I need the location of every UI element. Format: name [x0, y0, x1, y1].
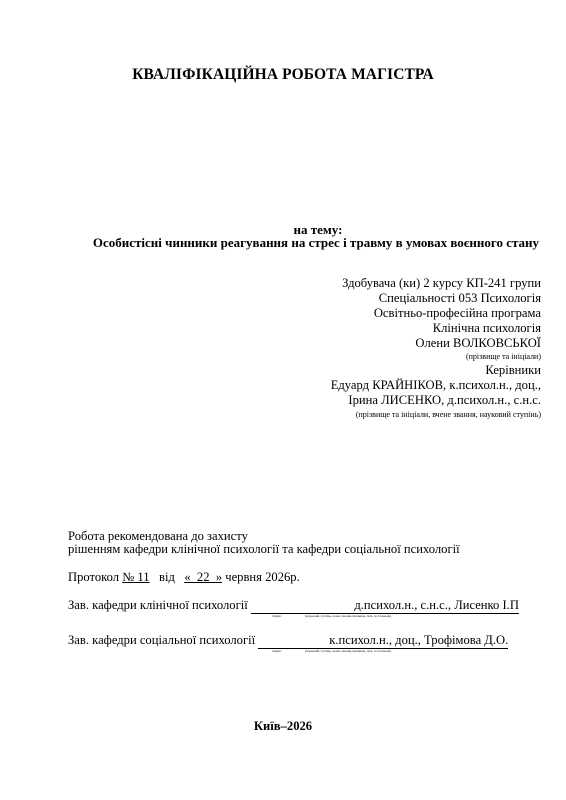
topic-label: на тему:: [293, 222, 343, 237]
head-clinical-signature-note: підпис: [272, 614, 282, 618]
protocol-number-value: 11: [137, 570, 150, 584]
student-name: Олени ВОЛКОВСЬКОЇ: [415, 336, 541, 350]
head-clinical-title-note: (науковий ступінь, вчене звання,прізвище, ім'я, по батькові): [305, 614, 392, 618]
protocol-month-year: червня 2026р.: [225, 570, 300, 584]
student-program-line: Освітньо-професійна програма: [373, 306, 541, 320]
document-title: КВАЛІФІКАЦІЙНА РОБОТА МАГІСТРА: [132, 66, 434, 83]
head-clinical-value: д.психол.н., с.н.с., Лисенко І.П: [251, 598, 519, 614]
protocol-open-quote: «: [184, 570, 191, 584]
head-social-signature-note: підпис: [272, 649, 282, 653]
supervisor-2: Ірина ЛИСЕНКО, д.психол.н., с.н.с.: [348, 393, 541, 407]
city-year: Київ–2026: [253, 719, 313, 733]
supervisors-note: (прізвище та ініціали, вчене звання, науковий ступінь): [355, 410, 541, 419]
student-name-note: (прізвище та ініціали): [465, 352, 541, 361]
thesis-topic: Особистісні чинники реагування на стрес і травму в умовах воєнного стану: [92, 235, 539, 250]
head-social-value: к.психол.н., доц., Трофімова Д.О.: [258, 633, 508, 649]
head-social-row: [68, 633, 508, 649]
protocol-line: [68, 570, 300, 585]
protocol-number: [122, 570, 149, 584]
protocol-day: 22: [196, 570, 210, 584]
head-clinical-label: Зав. кафедри клінічної психології: [68, 598, 248, 612]
recommendation-line-1: Робота рекомендована до захисту: [68, 529, 248, 543]
head-social-label: Зав. кафедри соціальної психології: [68, 633, 256, 647]
supervisor-1: Едуард КРАЙНІКОВ, к.психол.н., доц.,: [330, 378, 541, 392]
protocol-label: Протокол: [68, 570, 120, 584]
student-program-name: Клінічна психологія: [432, 321, 541, 335]
student-course-line: Здобувача (ки) 2 курсу КП-241 групи: [342, 276, 541, 290]
protocol-close-quote: »: [215, 570, 223, 584]
head-clinical-row: [68, 598, 519, 614]
protocol-from: від: [159, 570, 175, 584]
supervisors-label: Керівники: [485, 363, 541, 377]
head-social-title-note: (науковий ступінь, вчене звання,прізвище, ім'я, по батькові): [305, 649, 392, 653]
student-specialty-line: Спеціальності 053 Психологія: [378, 291, 541, 305]
recommendation-line-2: рішенням кафедри клінічної психології та кафедри соціальної психології: [68, 542, 460, 556]
protocol-date: [184, 570, 222, 584]
protocol-number-sign: №: [122, 570, 135, 584]
